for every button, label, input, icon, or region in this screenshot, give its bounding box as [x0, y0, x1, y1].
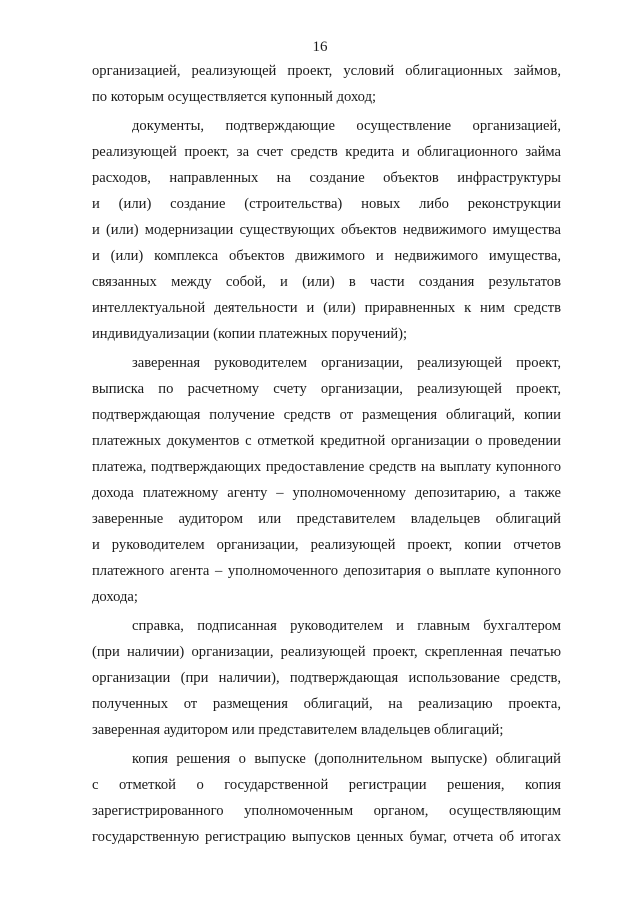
text-line: подтверждающая получение средств от размещения облигаций, копии [92, 407, 561, 423]
text-line: заверенные аудитором или представителем владельцев облигаций [92, 511, 561, 527]
text-line: организации (при наличии), подтверждающая использование средств, [92, 670, 561, 686]
text-line: индивидуализации (копии платежных поручений); [92, 326, 408, 342]
text-line: документы, подтверждающие осуществление организацией, [132, 118, 561, 134]
text-line: выписка по расчетному счету организации, реализующей проект, [92, 381, 561, 397]
text-line: полученных от размещения облигаций, на реализацию проекта, [92, 696, 561, 712]
text-line: справка, подписанная руководителем и главным бухгалтером [132, 618, 561, 634]
text-line: с отметкой о государственной регистрации решения, копия [92, 777, 561, 793]
text-line: по которым осуществляется купонный доход; [92, 89, 377, 105]
text-line: платежа, подтверждающих предоставление средств на выплату купонного [92, 459, 561, 475]
document-body [92, 58, 561, 850]
text-line: и (или) модернизации существующих объектов недвижимого имущества [92, 222, 561, 238]
text-line: копия решения о выпуске (дополнительном выпуске) облигаций [132, 751, 561, 767]
text-line: заверенная руководителем организации, реализующей проект, [132, 355, 561, 371]
text-line: заверенная аудитором или представителем владельцев облигаций; [92, 722, 504, 738]
text-line: платежного агента – уполномоченного депозитария о выплате купонного [92, 563, 561, 579]
text-line: организацией, реализующей проект, условий облигационных займов, [92, 63, 561, 79]
text-line: дохода платежному агенту – уполномоченному депозитарию, а также [92, 485, 561, 501]
text-line: и (или) комплекса объектов движимого и недвижимого имущества, [92, 248, 561, 264]
page-number: 16 [312, 39, 328, 55]
text-line: реализующей проект, за счет средств кредита и облигационного займа [92, 144, 561, 160]
text-line: дохода; [92, 589, 138, 605]
text-line: и руководителем организации, реализующей проект, копии отчетов [92, 537, 561, 553]
text-line: расходов, направленных на создание объектов инфраструктуры [92, 170, 561, 186]
text-line: государственную регистрацию выпусков ценных бумаг, отчета об итогах [92, 829, 561, 845]
text-line: связанных между собой, и (или) в части создания результатов [92, 274, 561, 290]
text-line: платежных документов с отметкой кредитной организации о проведении [92, 433, 561, 449]
text-line: и (или) создание (строительства) новых либо реконструкции [92, 196, 561, 212]
text-line: интеллектуальной деятельности и (или) приравненных к ним средств [92, 300, 561, 316]
text-line: (при наличии) организации, реализующей проект, скрепленная печатью [92, 644, 561, 660]
text-line: зарегистрированного уполномоченным органом, осуществляющим [92, 803, 561, 819]
